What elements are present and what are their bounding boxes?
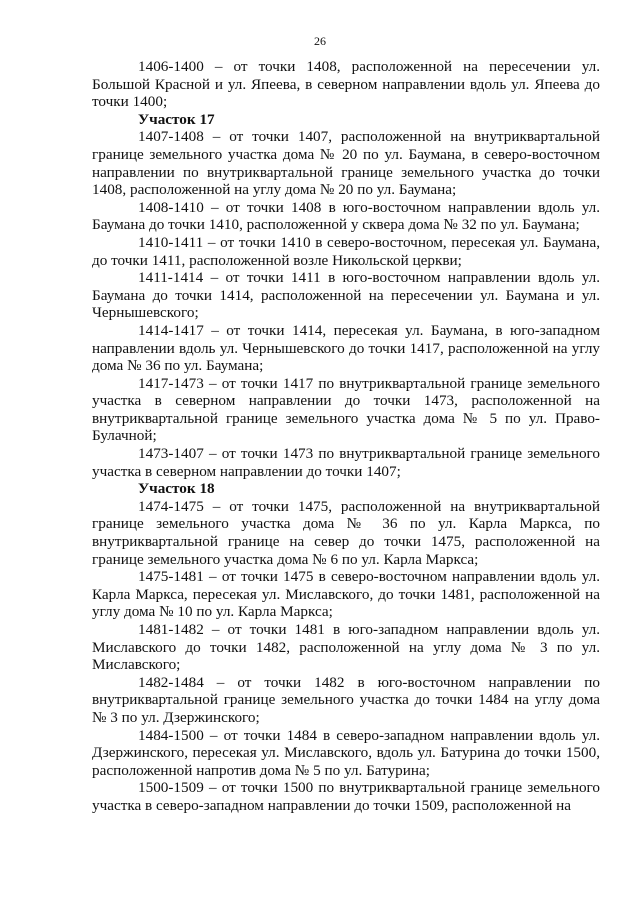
paragraph: 1481-1482 – от точки 1481 в юго-западном направлении вдоль ул. Миславского до точки 1482, расположенной на углу дома № 3 по ул. Миславского; — [92, 621, 600, 674]
section-heading: Участок 18 — [138, 480, 215, 498]
paragraph: 1408-1410 – от точки 1408 в юго-восточном направлении вдоль ул. Баумана до точки 1410, расположенной у сквера дома № 32 по ул. Баумана; — [92, 198, 600, 234]
paragraph: 1474-1475 – от точки 1475, расположенной на внутриквартальной границе земельного участка дома № 36 по ул. Карла Маркса, по внутриквартальной границе на север до точки 1475, расположенной на границе земельного участка дома № 6 по ул. Карла Маркса; — [92, 497, 600, 568]
paragraph: 1473-1407 – от точки 1473 по внутриквартальной границе земельного участка в северном направлении до точки 1407; — [92, 445, 600, 480]
paragraph: 1407-1408 – от точки 1407, расположенной на внутриквартальной границе земельного участка дома № 20 по ул. Баумана, в северо-восточном направлении по внутриквартальной границе земельного участка до точки 1408, расположенной на углу дома № 20 по ул. Баумана; — [92, 128, 600, 199]
paragraph: 1482-1484 – от точки 1482 в юго-восточном направлении по внутриквартальной границе земельного участка до точки 1484 на углу дома № 3 по ул. Дзержинского; — [92, 673, 600, 726]
paragraph: 1417-1473 – от точки 1417 по внутриквартальной границе земельного участка в северном направлении до точки 1473, расположенной на внутриквартальной границе земельного участка дома № 5 по ул. Право-Булачной; — [92, 374, 600, 445]
paragraph: 1484-1500 – от точки 1484 в северо-западном направлении вдоль ул. Дзержинского, пересекая ул. Миславского, вдоль ул. Батурина до точки 1500, расположенной напротив дома № 5 по ул. Батурина; — [92, 726, 600, 779]
paragraph: 1406-1400 – от точки 1408, расположенной на пересечении ул. Большой Красной и ул. Япеева, в северном направлении вдоль ул. Япеева до точки 1400; — [92, 58, 600, 111]
paragraph: 1410-1411 – от точки 1410 в северо-восточном, пересекая ул. Баумана, до точки 1411, расположенной возле Никольской церкви; — [92, 233, 600, 269]
page-number: 26 — [314, 34, 326, 48]
paragraph: 1500-1509 – от точки 1500 по внутриквартальной границе земельного участка в северо-западном направлении до точки 1509, расположенной на — [92, 779, 600, 814]
paragraph: 1475-1481 – от точки 1475 в северо-восточном направлении вдоль ул. Карла Маркса, пересекая ул. Миславского, до точки 1481, расположенной на углу дома № 10 по ул. Карла Маркса; — [92, 568, 600, 621]
paragraph: 1411-1414 – от точки 1411 в юго-восточном направлении вдоль ул. Баумана до точки 1414, расположенной на пересечении ул. Баумана и ул. Чернышевского; — [92, 269, 600, 322]
paragraph: 1414-1417 – от точки 1414, пересекая ул. Баумана, в юго-западном направлении вдоль ул. Чернышевского до точки 1417, расположенной на углу дома № 36 по ул. Баумана; — [92, 321, 600, 375]
document-body — [92, 58, 600, 815]
section-heading: Участок 17 — [138, 110, 215, 128]
